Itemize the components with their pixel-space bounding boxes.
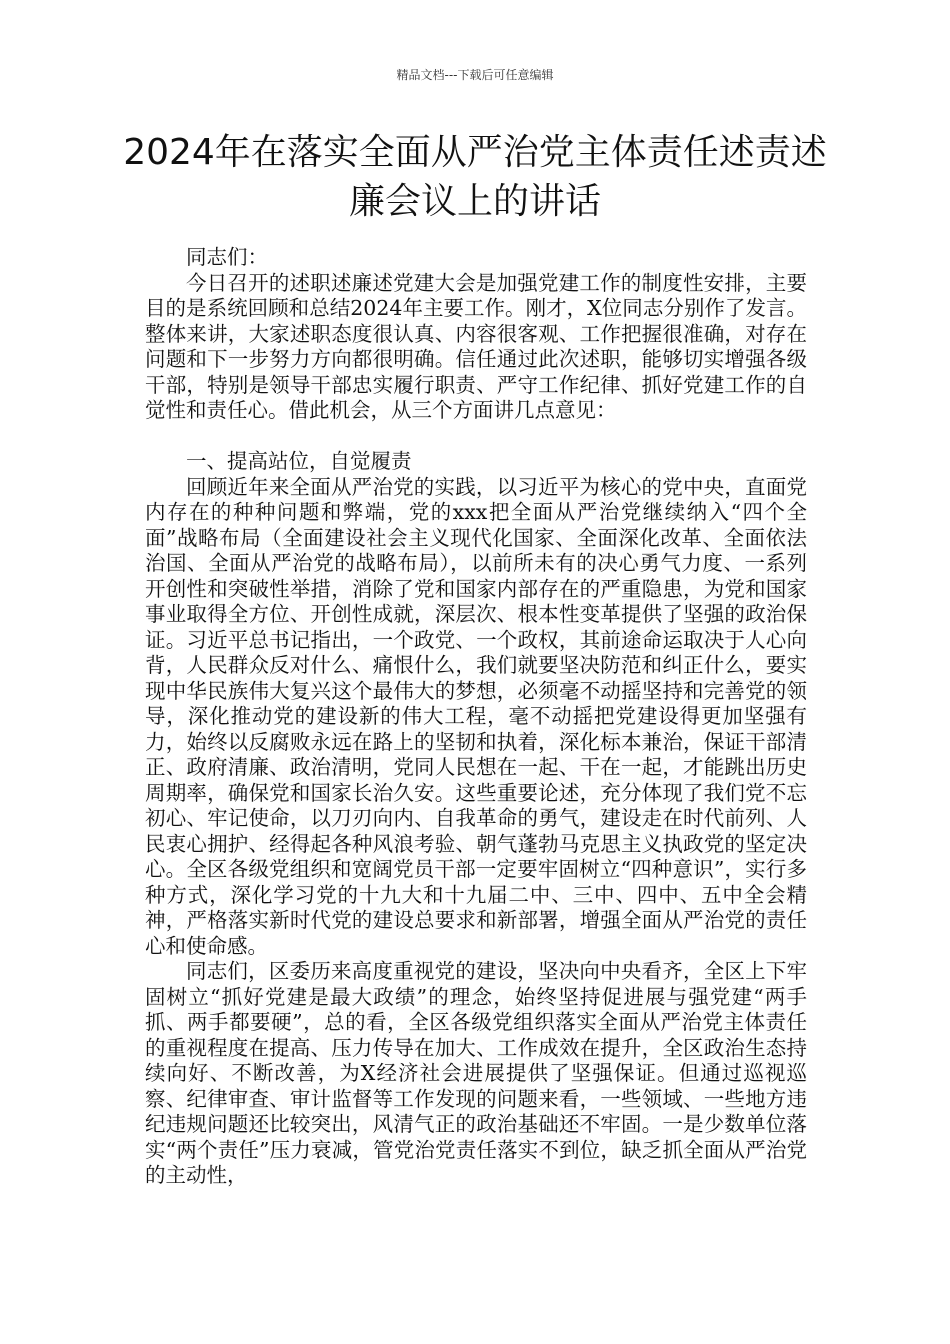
- paragraph-district: 同志们，区委历来高度重视党的建设，坚决向中央看齐，全区上下牢固树立“抓好党建是最大政绩”的理念，始终坚持促进展与强党建“两手抓、两手都要硬”，总的看，全区各级党组织落实全面从严治党主体责任的重视程度在提高、压力传导在加大、工作成效在提升，全区政治生态持续向好、不断改善，为X经济社会进展提供了坚强保证。但通过巡视巡察、纪律审查、审计监督等工作发现的问题来看，一些领域、一些地方违纪违规问题还比较突出，风清气正的政治基础还不牢固。一是少数单位落实“两个责任”压力衰减，管党治党责任落实不到位，缺乏抓全面从严治党的主动性，: [145, 959, 807, 1187]
- section-heading-1: 一、提高站位，自觉履责: [186, 449, 412, 473]
- paragraph-review: 回顾近年来全面从严治党的实践，以习近平为核心的党中央，直面党内存在的种种问题和弊端，党的xxx把全面从严治党继续纳入“四个全面”战略布局（全面建设社会主义现代化国家、全面深化改革、全面依法治国、全面从严治党的战略布局），以前所未有的决心勇气力度、一系列开创性和突破性举措，消除了党和国家内部存在的严重隐患，为党和国家事业取得全方位、开创性成就，深层次、根本性变革提供了坚强的政治保证。习近平总书记指出，一个政党、一个政权，其前途命运取决于人心向背，人民群众反对什么、痛恨什么，我们就要坚决防范和纠正什么，要实现中华民族伟大复兴这个最伟大的梦想，必须毫不动摇坚持和完善党的领导，深化推动党的建设新的伟大工程，毫不动摇把党建设得更加坚强有力，始终以反腐败永远在路上的坚韧和执着，深化标本兼治，保证干部清正、政府清廉、政治清明，党同人民想在一起、干在一起，才能跳出历史周期率，确保党和国家长治久安。这些重要论述，充分体现了我们党不忘初心、牢记使命，以刀刃向内、自我革命的勇气，建设走在时代前列、人民衷心拥护、经得起各种风浪考验、朝气蓬勃马克思主义执政党的坚定决心。全区各级党组织和宽阔党员干部一定要牢固树立“四种意识”，实行多种方式，深化学习党的十九大和十九届二中、三中、四中、五中全会精神，严格落实新时代党的建设总要求和新部署，增强全面从严治党的责任心和使命感。: [145, 474, 807, 958]
- document-body: [145, 245, 807, 1189]
- header-note: 精品文档---下载后可任意编辑: [396, 68, 554, 82]
- document-title: 2024年在落实全面从严治党主体责任述责述廉会议上的讲话: [123, 132, 827, 222]
- paragraph-intro: 今日召开的述职述廉述党建大会是加强党建工作的制度性安排，主要目的是系统回顾和总结2024年主要工作。刚才，X位同志分别作了发言。整体来讲，大家述职态度很认真、内容很客观、工作把握很准确，对存在问题和下一步努力方向都很明确。信任通过此次述职，能够切实增强各级干部，特别是领导干部忠实履行职责、严守工作纪律、抓好党建工作的自觉性和责任心。借此机会，从三个方面讲几点意见：: [145, 270, 807, 422]
- salutation: 同志们：: [186, 245, 268, 269]
